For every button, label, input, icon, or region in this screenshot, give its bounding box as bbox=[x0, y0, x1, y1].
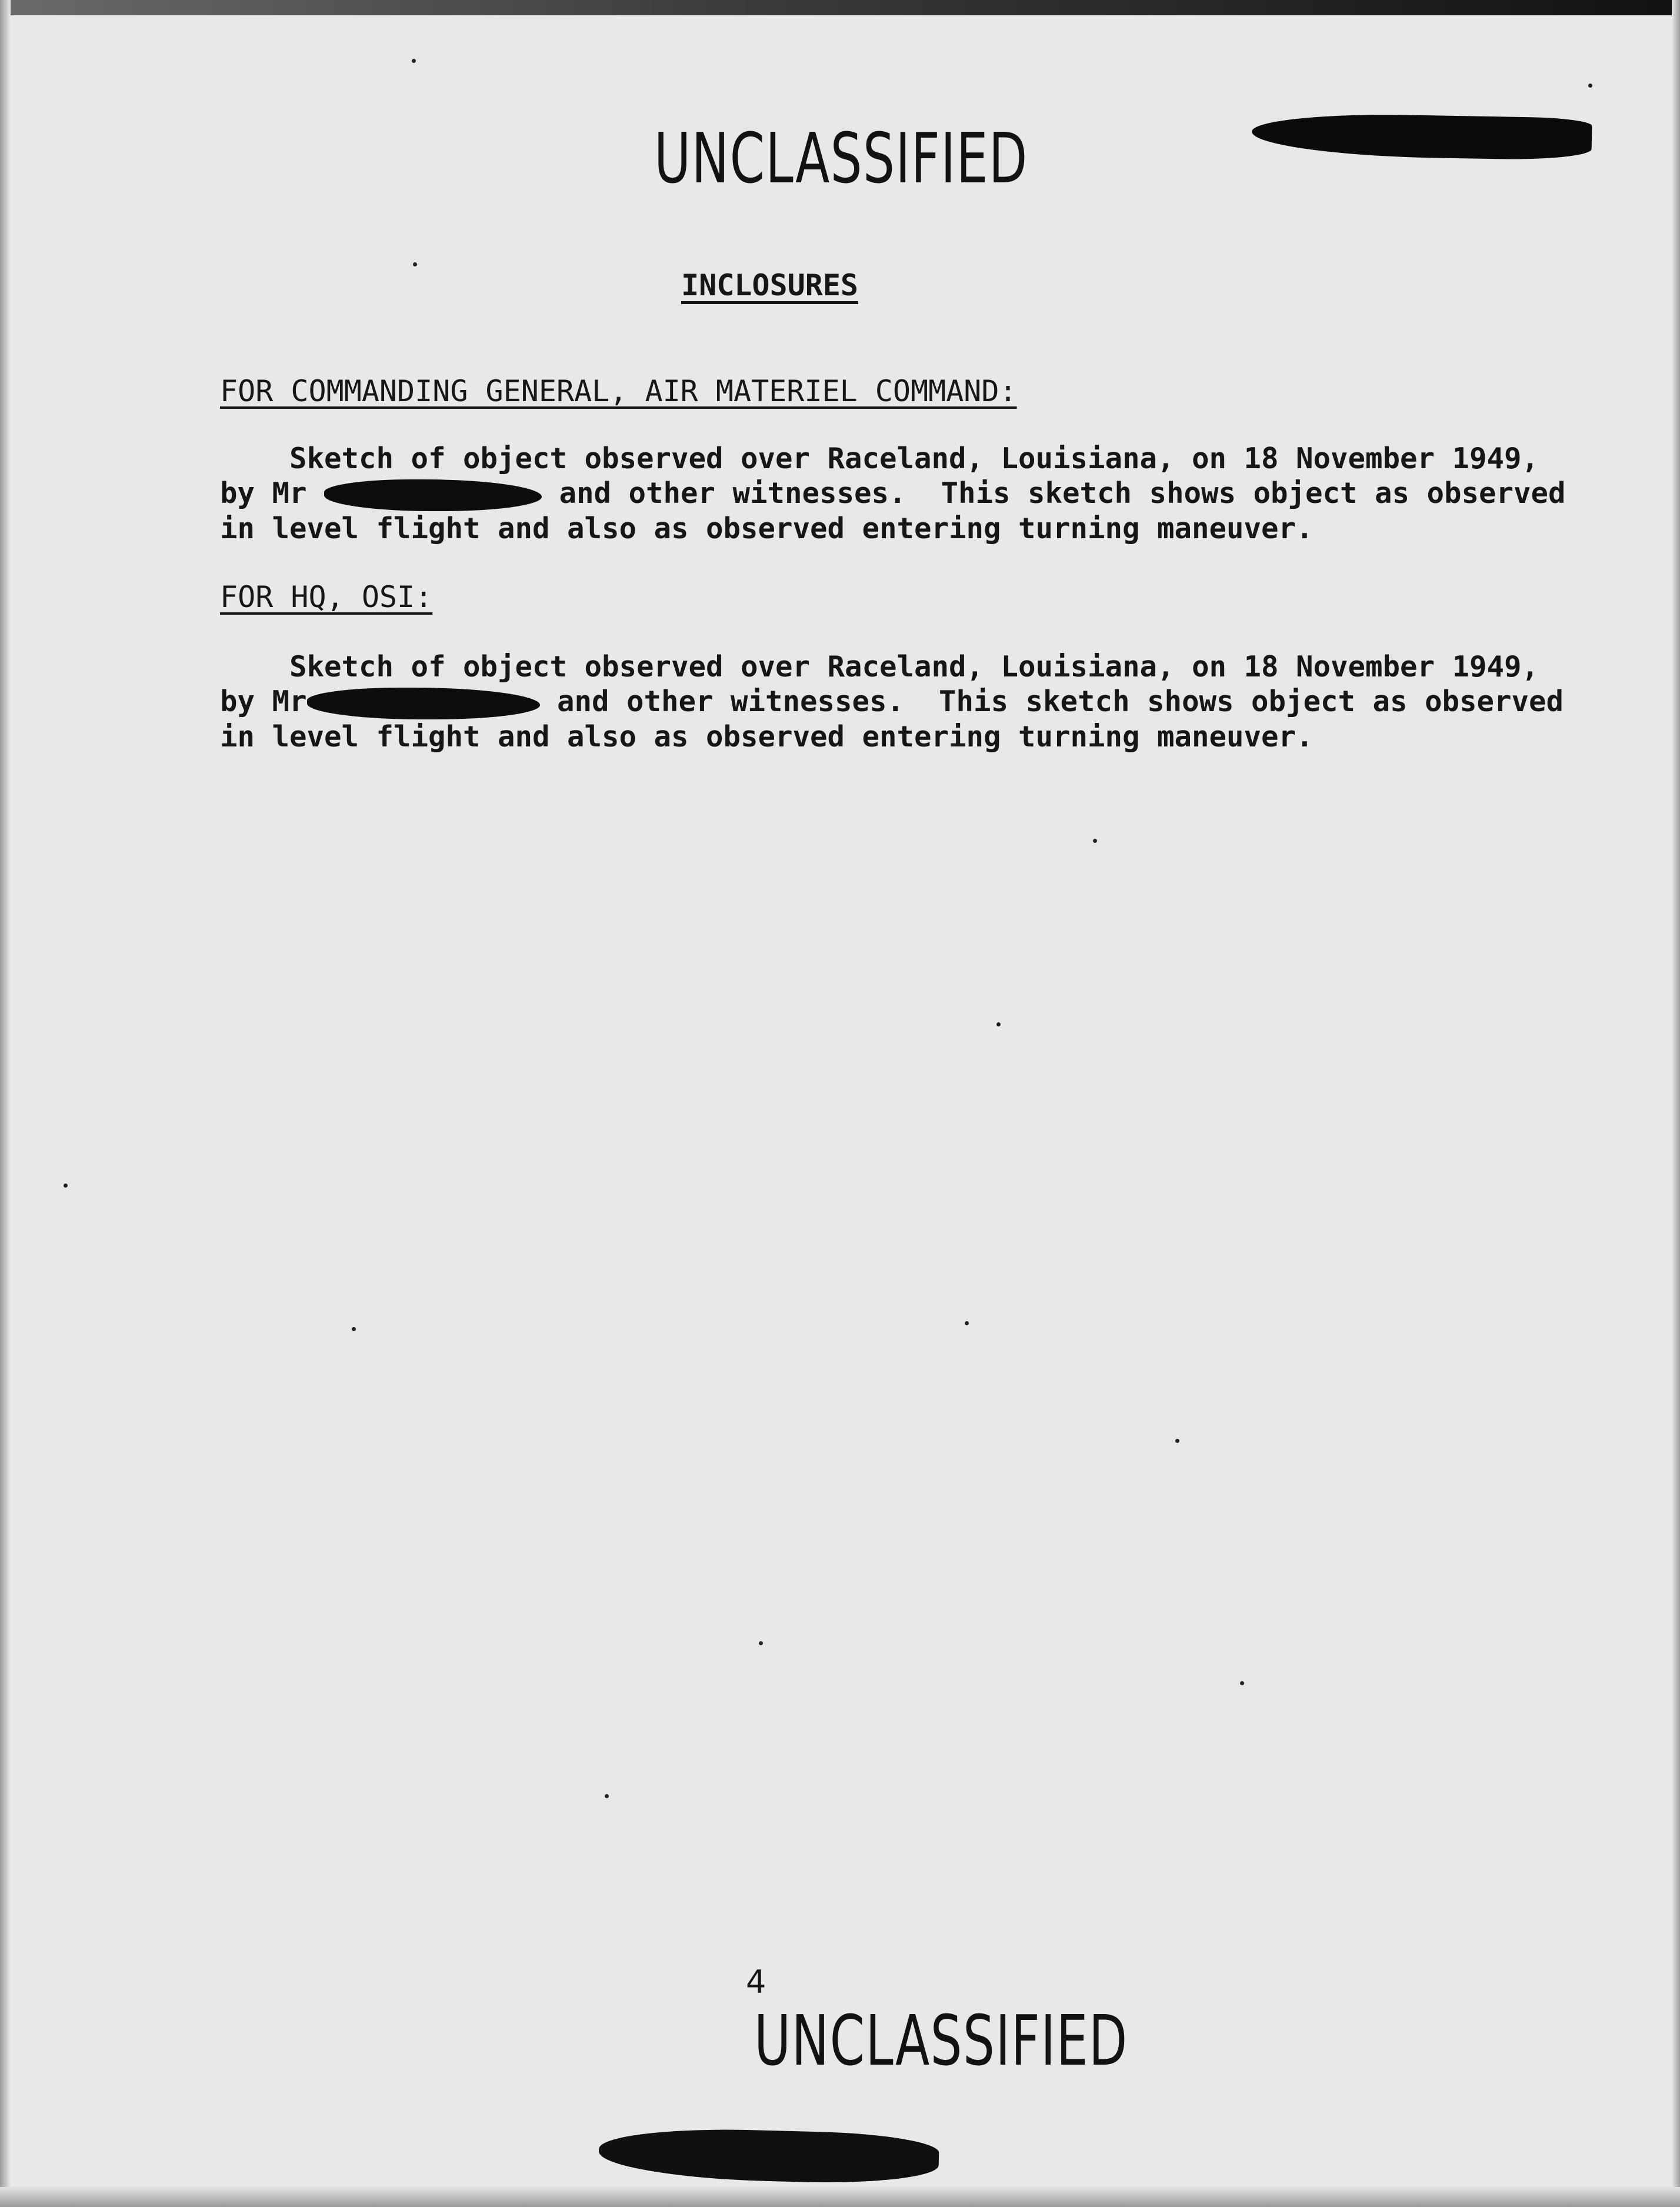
scan-speck bbox=[1175, 1439, 1179, 1443]
page-number: 4 bbox=[746, 1963, 766, 2001]
scan-speck bbox=[759, 1641, 763, 1645]
body-line: in level flight and also as observed entering turning maneuver. bbox=[220, 719, 1314, 754]
scan-right-edge bbox=[1672, 0, 1680, 2207]
classification-stamp-bottom: UNCLASSIFIED bbox=[754, 2000, 1128, 2081]
body-line: Sketch of object observed over Raceland, Louisiana, on 18 November 1949, bbox=[220, 650, 1539, 684]
scan-speck bbox=[1093, 839, 1097, 843]
scan-speck bbox=[1240, 1681, 1244, 1685]
document-title: INCLOSURES bbox=[681, 268, 859, 302]
redaction-mark bbox=[324, 479, 542, 511]
body-line-prefix: by Mr bbox=[220, 685, 307, 718]
scan-speck bbox=[965, 1321, 969, 1325]
section-body-amc bbox=[220, 441, 1573, 546]
scan-bottom-edge bbox=[0, 2187, 1680, 2207]
body-line: in level flight and also as observed entering turning maneuver. bbox=[220, 511, 1314, 545]
redaction-mark-top bbox=[1251, 112, 1592, 161]
scan-speck bbox=[413, 262, 417, 266]
scan-speck bbox=[352, 1327, 356, 1331]
scan-speck bbox=[996, 1022, 1001, 1026]
scan-speck bbox=[64, 1183, 68, 1188]
scan-left-edge bbox=[0, 0, 11, 2207]
classification-stamp-top: UNCLASSIFIED bbox=[654, 118, 1028, 199]
body-line-suffix: and other witnesses. This sketch shows object as observed bbox=[542, 476, 1566, 510]
scan-speck bbox=[1588, 84, 1592, 88]
body-line-suffix: and other witnesses. This sketch shows object as observed bbox=[539, 685, 1564, 718]
body-line-prefix: by Mr bbox=[220, 476, 325, 510]
scan-speck bbox=[605, 1794, 609, 1798]
section-heading-amc: FOR COMMANDING GENERAL, AIR MATERIEL COMMAND: bbox=[220, 374, 1017, 408]
redaction-mark bbox=[307, 688, 540, 719]
section-body-osi bbox=[220, 649, 1573, 754]
body-line: Sketch of object observed over Raceland, Louisiana, on 18 November 1949, bbox=[220, 442, 1539, 475]
scan-top-edge bbox=[0, 0, 1680, 15]
redaction-mark-bottom bbox=[598, 2126, 939, 2185]
section-heading-osi: FOR HQ, OSI: bbox=[220, 580, 433, 614]
scan-speck bbox=[412, 59, 416, 63]
